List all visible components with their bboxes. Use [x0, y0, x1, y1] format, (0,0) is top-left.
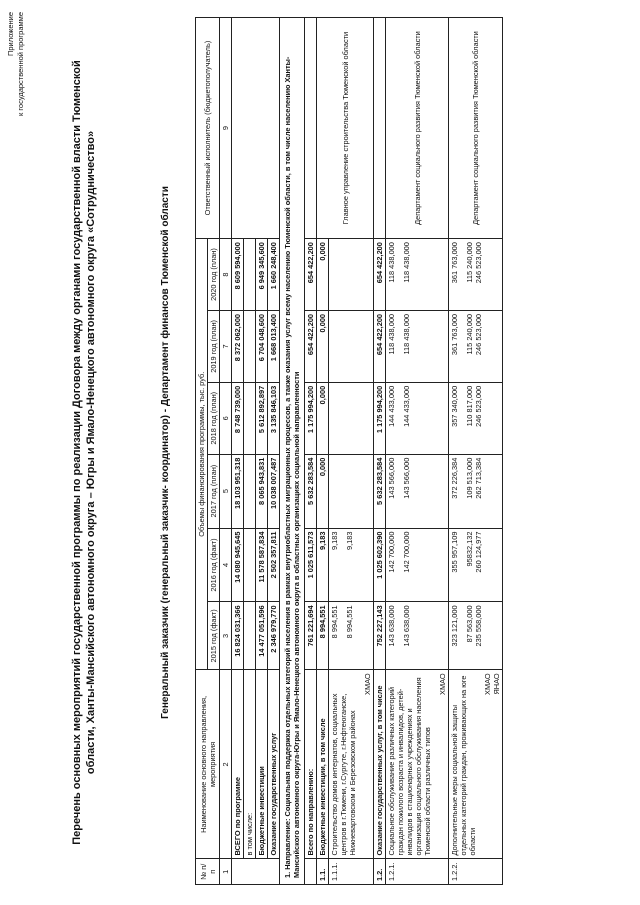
total-value: 16 824 031,366	[232, 602, 244, 670]
region-value: 109 513,000	[465, 457, 474, 499]
row-value: 144 433,000	[387, 385, 396, 427]
row-value: 654 422,200	[374, 310, 386, 382]
region-value: 143 638,000	[402, 605, 411, 647]
region-value: 246 523,000	[474, 242, 483, 284]
row-value: 361 763,000	[450, 313, 459, 356]
appendix-line-2: к государственной программе	[16, 12, 25, 117]
row-value: 323 121,000	[450, 605, 459, 647]
region-label: ЯНАО	[492, 673, 501, 695]
row-label: Бюджетные инвестиции, в том числе	[317, 670, 329, 859]
header-year: 2015 год (факт)	[208, 602, 220, 670]
column-numbers-row	[220, 18, 232, 885]
row-label: Дополнительные меры социальной защиты отдельных категорий граждан, проживающих на юге области	[450, 675, 477, 856]
row-value: 8 994,551	[330, 605, 339, 639]
row-label-cell	[449, 670, 503, 859]
col-number: 2	[220, 670, 232, 859]
header-funding: Объемы финансирования программы, тыс. руб.	[196, 239, 208, 670]
col-number: 3	[220, 602, 232, 670]
region-label: ХМАО	[483, 673, 492, 695]
direction-total-value: 654 422,200	[305, 310, 317, 382]
row-1-2-1	[386, 18, 449, 885]
region-value: 118 438,000	[402, 242, 411, 283]
row-1-2	[374, 18, 386, 885]
row-label: Строительство домов интернатов, социальных центров в г.Тюмени, г.Сургуте, г.Нефтеюганске, Нижневартовском и Березовском районах	[330, 693, 357, 856]
region-label: ХМАО	[363, 673, 372, 695]
direction-total-value: 654 422,200	[305, 239, 317, 311]
region-value: 235 558,000	[474, 605, 483, 647]
region-value: 246 523,000	[474, 313, 483, 356]
investments-label: Бюджетные инвестиции	[256, 670, 268, 859]
header-no: № п/п	[196, 859, 220, 885]
col-number: 1	[220, 859, 232, 885]
header-year: 2016 год (факт)	[208, 528, 220, 602]
row-no: 1.2.	[374, 859, 386, 885]
appendix-line-1: Приложение	[6, 12, 15, 56]
header-name: Наименование основного направления, мероприятия	[196, 670, 220, 859]
row-label-cell	[329, 670, 374, 859]
row-value: 372 226,384	[450, 457, 459, 499]
header-year: 2019 год (план)	[208, 310, 220, 382]
services-value: 10 038 007,487	[268, 454, 280, 528]
row-value: 118 438,000	[387, 242, 396, 283]
col-number: 8	[220, 239, 232, 311]
row-value: 143 566,000	[387, 457, 396, 499]
row-value: 1 175 994,200	[374, 382, 386, 454]
direction-total-value: 761 221,694	[305, 602, 317, 670]
investments-value: 6 704 048,600	[256, 310, 268, 382]
incl-label: в том числе:	[244, 670, 256, 859]
investments-value: 14 477 051,596	[256, 602, 268, 670]
header-year: 2017 год (план)	[208, 454, 220, 528]
row-label-cell	[386, 670, 449, 859]
col-number: 7	[220, 310, 232, 382]
row-value: 5 632 283,584	[374, 454, 386, 528]
row-value: 9,183	[330, 531, 339, 551]
direction-total-value: 5 632 283,584	[305, 454, 317, 528]
region-label: ХМАО	[438, 673, 447, 695]
total-value: 14 080 945,645	[232, 528, 244, 602]
region-value: 110 817,000	[465, 385, 474, 427]
row-value: 355 957,109	[450, 531, 459, 573]
services-label: Оказание государственных услуг	[268, 670, 280, 859]
investments-value: 11 578 587,834	[256, 528, 268, 602]
investments-value: 5 612 892,897	[256, 382, 268, 454]
region-value: 143 566,000	[402, 457, 411, 499]
row-label: Оказание государственных услуг, в том числе	[374, 670, 386, 859]
row-value: 142 700,000	[387, 531, 396, 573]
row-value: 0,000	[317, 382, 329, 454]
direction-total-row	[305, 18, 317, 885]
region-value: 9,183	[345, 531, 354, 551]
header-year: 2020 год (план)	[208, 239, 220, 311]
total-value: 8 748 739,000	[232, 382, 244, 454]
region-value: 95832,132	[465, 531, 474, 567]
row-value: 654 422,200	[374, 239, 386, 311]
services-value: 2 502 357,811	[268, 528, 280, 602]
region-value: 115 240,000	[465, 313, 474, 355]
investments-value: 6 949 345,600	[256, 239, 268, 311]
row-no: 1.1.	[317, 859, 329, 885]
row-value: 9,183	[317, 528, 329, 602]
document-subtitle: Генеральный заказчик (генеральный заказчик- координатор) - Департамент финансов Тюменской области	[160, 186, 171, 719]
direction-total-value: 1 175 994,200	[305, 382, 317, 454]
region-value: 144 433,000	[402, 385, 411, 427]
row-1-1	[317, 18, 329, 885]
row-value: 361 763,000	[450, 242, 459, 284]
executor: Главное управление строительства Тюменской области	[317, 18, 374, 239]
total-row	[232, 18, 244, 885]
row-value: 357 340,000	[450, 385, 459, 427]
direction-total-label: Всего по направлению:	[305, 670, 317, 859]
appendix-note	[6, 12, 26, 116]
col-number: 6	[220, 382, 232, 454]
row-value: 752 227,143	[374, 602, 386, 670]
row-no: 1.1.1.	[329, 859, 374, 885]
row-value: 0,000	[317, 310, 329, 382]
row-value: 0,000	[317, 239, 329, 311]
total-value: 8 609 594,000	[232, 239, 244, 311]
header-executor: Ответственный исполнитель (бюджетополучатель)	[196, 18, 220, 239]
services-value: 3 135 846,103	[268, 382, 280, 454]
col-number: 5	[220, 454, 232, 528]
row-value: 143 638,000	[387, 605, 396, 647]
direction-text: 1. Направление: Социальная поддержка отдельных категорий населения в рамках внутриобластных миграционных процессов, а также оказания услуг всему населению Тюменской области, в том числе населению Ханты-Мансийского автономного округа-Югры и Ямало-Ненецкого автономного округа в областных организациях социальной направленности	[280, 18, 305, 885]
row-value: 118 438,000	[387, 313, 396, 355]
region-value: 246 523,000	[474, 385, 483, 427]
services-value: 1 660 248,400	[268, 239, 280, 311]
row-value-cell	[329, 602, 374, 670]
total-label: ВСЕГО по программе	[232, 670, 244, 859]
executor: Департамент социального развития Тюменской области	[386, 18, 449, 239]
total-value: 8 372 062,000	[232, 310, 244, 382]
row-label: Социальное обслуживание различных категорий граждан пожилого возраста и инвалидов, детей-инвалидов в стационарных учреждениях и организация социального обслуживания населения Тюменской области различных типов	[387, 677, 432, 856]
region-value: 115 240,000	[465, 242, 474, 283]
col-number: 4	[220, 528, 232, 602]
region-value: 8 994,551	[345, 605, 354, 639]
row-value: 8 994,551	[317, 602, 329, 670]
region-value: 87 563,000	[465, 605, 474, 643]
region-value: 260 124,977	[474, 531, 483, 573]
row-1-2-2	[449, 18, 503, 885]
row-no: 1.2.2.	[449, 859, 503, 885]
services-value: 1 668 013,400	[268, 310, 280, 382]
region-value: 142 700,000	[402, 531, 411, 573]
direction-total-value: 1 025 611,573	[305, 528, 317, 602]
header-row	[196, 18, 208, 885]
investments-value: 8 065 943,831	[256, 454, 268, 528]
region-value: 262 713,384	[474, 457, 483, 499]
direction-row	[280, 18, 305, 885]
row-value-cell	[329, 528, 374, 602]
services-value: 2 346 979,770	[268, 602, 280, 670]
header-year: 2018 год (план)	[208, 382, 220, 454]
row-no: 1.2.1.	[386, 859, 449, 885]
programme-table	[195, 17, 503, 885]
region-value: 118 438,000	[402, 313, 411, 355]
row-value: 0,000	[317, 454, 329, 528]
executor: Департамент социального развития Тюменской области	[449, 18, 503, 239]
row-value: 1 025 602,390	[374, 528, 386, 602]
document-title: Перечень основных мероприятий государственной программы по реализации Договора между органами государственной власти Тюменской области, Ханты-Мансийского автономного округа – Югры и Ямало-Ненецкого автономного округа «Сотрудничество»	[71, 60, 97, 845]
total-value: 18 103 951,318	[232, 454, 244, 528]
col-number: 9	[220, 18, 232, 239]
